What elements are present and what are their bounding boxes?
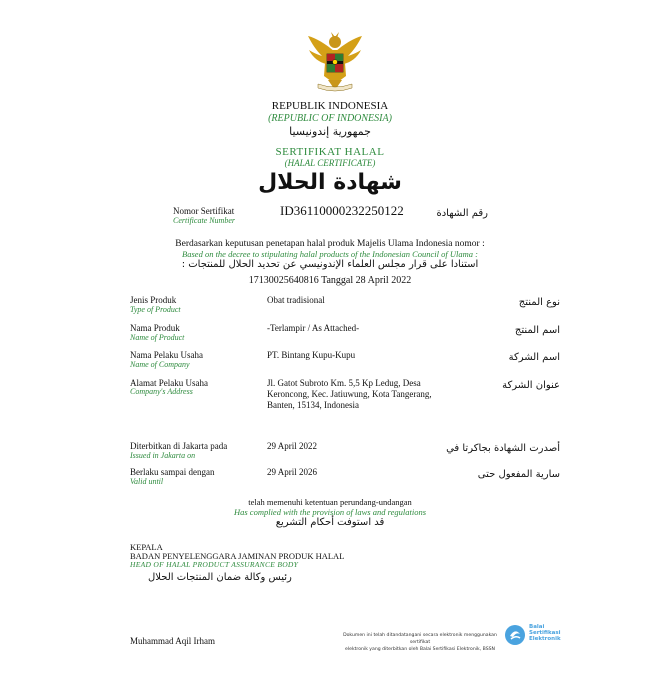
valid-label-en: Valid until: [130, 477, 164, 486]
bsre-logo-text: Balai Sertifikasi Elektronik: [529, 624, 561, 642]
field-label-en: Type of Product: [130, 305, 181, 314]
field-label: Nama Produk: [130, 323, 180, 333]
issued-value: 29 April 2022: [267, 441, 318, 451]
compliance-line-ar: قد استوفت أحكام التشريع: [275, 517, 385, 528]
field-label: Alamat Pelaku Usaha: [130, 378, 208, 388]
valid-value: 29 April 2026: [267, 467, 318, 477]
issued-label: Diterbitkan di Jakarta pada: [130, 441, 228, 451]
field-label-en: Name of Product: [130, 333, 185, 342]
issued-row: [130, 441, 560, 465]
valid-label: Berlaku sampai dengan: [130, 467, 215, 477]
field-company-name: [130, 350, 560, 374]
cert-number-value: ID36110000232250122: [280, 203, 404, 218]
e-sign-notice: Dokumen ini telah ditandatangani secara elektronik menggunakan sertifikat elektronik yang diterbitkan oleh Balai Sertifikasi Elektronik, BSSN: [343, 633, 497, 652]
signatory-agency-ar: رئيس وكالة ضمان المنتجات الحلال: [148, 572, 292, 583]
field-product-type: [130, 295, 560, 319]
signatory-title: KEPALA: [130, 542, 163, 552]
field-label: Nama Pelaku Usaha: [130, 350, 203, 360]
signatory-agency: BADAN PENYELENGGARA JAMINAN PRODUK HALAL: [130, 551, 345, 561]
field-label-en: Name of Company: [130, 360, 190, 369]
field-value: PT. Bintang Kupu-Kupu: [267, 350, 356, 360]
decree-line-en: Based on the decree to stipulating halal products of the Indonesian Council of Ulama :: [182, 249, 478, 259]
compliance-line-en: Has complied with the provision of laws and regulations: [233, 507, 427, 517]
field-value: -Terlampir / As Attached-: [267, 323, 360, 333]
bsre-logo-icon: [504, 624, 526, 646]
field-label-ar: عنوان الشركة: [502, 380, 560, 391]
valid-label-ar: سارية المفعول حتى: [477, 469, 560, 480]
issued-label-ar: أصدرت الشهادة بجاكرتا في: [446, 443, 560, 454]
garuda-emblem-icon: [306, 30, 364, 92]
decree-number-date: 17130025640816 Tanggal 28 April 2022: [248, 275, 412, 286]
compliance-line: telah memenuhi ketentuan perundang-undangan: [248, 497, 412, 507]
field-label-ar: اسم المنتج: [514, 325, 560, 336]
field-value: Jl. Gatot Subroto Km. 5,5 Kp Ledug, Desa Keroncong, Kec. Jatiuwung, Kota Tangerang, Banten, 15134, Indonesia: [267, 378, 432, 410]
signatory-name: Muhammad Aqil Irham: [130, 636, 215, 646]
certificate-title: SERTIFIKAT HALAL: [275, 146, 385, 158]
field-label-ar: اسم الشركة: [508, 352, 560, 363]
bsre-logo: [504, 624, 574, 646]
country-name-en: (REPUBLIC OF INDONESIA): [268, 113, 392, 124]
certificate-title-ar: شهادة الحلال: [258, 170, 402, 195]
decree-line: Berdasarkan keputusan penetapan halal produk Majelis Ulama Indonesia nomor :: [175, 239, 485, 249]
country-name-ar: جمهورية إندونيسيا: [289, 125, 371, 138]
cert-number-label-ar: رقم الشهادة: [436, 208, 488, 219]
field-label-en: Company's Address: [130, 387, 193, 396]
field-product-name: [130, 323, 560, 347]
valid-row: [130, 467, 560, 491]
decree-line-ar: استنادا على قرار مجلس العلماء الإندونيسي عن تحديد الحلال للمنتجات :: [181, 259, 479, 270]
issued-label-en: Issued in Jakarta on: [130, 451, 196, 460]
field-label-ar: نوع المنتج: [518, 297, 560, 308]
field-company-address: [130, 378, 560, 412]
field-label: Jenis Produk: [130, 295, 177, 305]
cert-number-label: Nomor Sertifikat Certificate Number: [173, 206, 235, 225]
country-name: REPUBLIK INDONESIA: [271, 100, 389, 112]
signatory-agency-en: HEAD OF HALAL PRODUCT ASSURANCE BODY: [130, 560, 299, 569]
field-value: Obat tradisional: [267, 295, 325, 305]
certificate-title-en: (HALAL CERTIFICATE): [284, 158, 376, 168]
